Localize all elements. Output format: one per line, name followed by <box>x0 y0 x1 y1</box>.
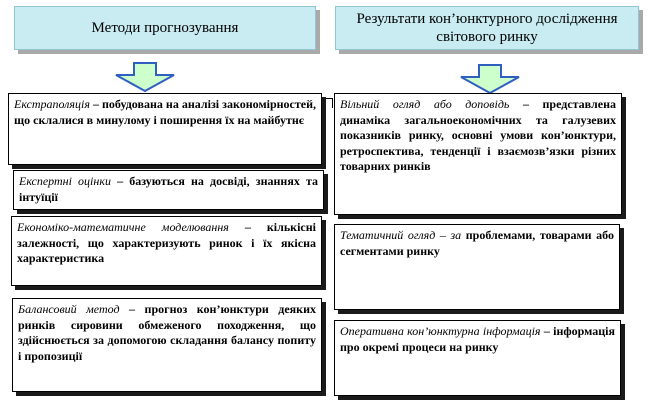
connector-line <box>322 98 333 108</box>
method-term: Екстраполяція <box>14 97 90 111</box>
result-term: Вільний огляд або доповідь <box>340 97 510 111</box>
result-operative-info <box>334 320 621 396</box>
method-econ-math-modeling <box>11 216 322 286</box>
methods-down-arrow-icon <box>110 62 180 92</box>
method-term: Експертні оцінки <box>19 174 111 188</box>
results-header-label: Результати кон’юнктурного дослідження світового ринку <box>356 11 618 45</box>
result-thematic-review <box>334 224 620 310</box>
method-extrapolation <box>8 93 322 165</box>
result-description: проблемами, товарами або сегментами ринку <box>340 228 614 258</box>
method-description: – прогноз кон’юнктури деяких ринків сировини обмеженого походження, що здійснюється за допомогою складання балансу попиту і пропозиції <box>18 302 316 363</box>
method-term: Балансовий метод <box>18 302 120 316</box>
result-description: – інформація про окремі процеси на ринку <box>340 324 615 354</box>
results-down-arrow-icon <box>455 64 525 94</box>
method-balance <box>12 298 322 392</box>
method-description: – базуються на досвіді, знаннях та інтуїції <box>19 174 318 204</box>
result-description: – представлена динаміка загальноекономічних та галузевих показників ринку, основні умови кон’юнктури, ретроспектива, тенденції і взаємозв’язки різних товарних ринків <box>340 97 616 173</box>
method-expert-estimates <box>13 170 324 210</box>
methods-header <box>14 6 316 50</box>
results-header <box>335 6 639 50</box>
method-description: – побудована на аналізі закономірностей, що склалися в минулому і поширення їх на майбутнє <box>14 97 316 127</box>
result-term: Тематичний огляд – за <box>340 228 462 242</box>
result-free-review <box>334 93 622 215</box>
result-term: Оперативна кон’юнктурна інформація <box>340 324 541 338</box>
methods-header-label: Методи прогнозування <box>91 20 239 36</box>
method-description: – кількісні залежності, що характеризують ринок і їх якісна характеристика <box>17 220 316 265</box>
method-term: Економіко-математичне моделювання <box>17 220 229 234</box>
